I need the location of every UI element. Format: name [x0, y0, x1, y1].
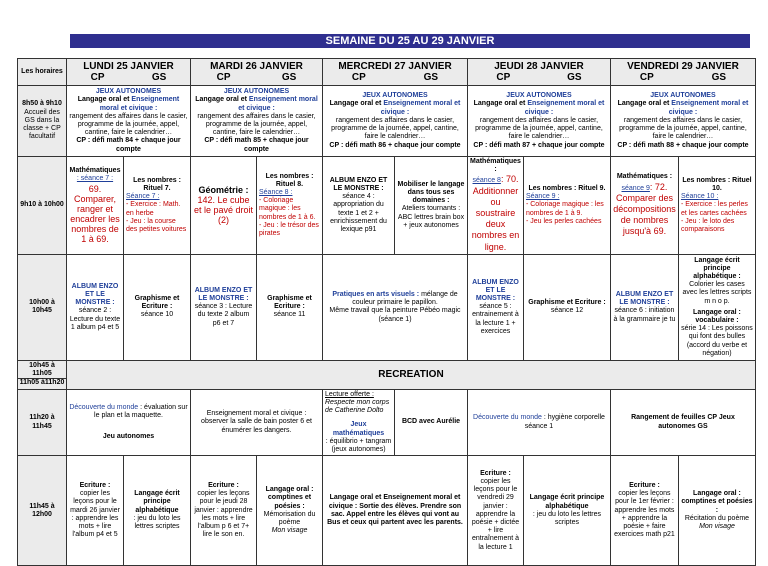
fri-cp-album: ALBUM ENZO ET LE MONSTRE : séance 6 : initiation à la grammaire je tu — [610, 254, 678, 360]
tue-gs-graphisme: Graphisme et Ecriture : séance 11 — [257, 254, 323, 360]
mon-decouverte: Découverte du monde : évaluation sur le plan et la maquette. Jeu autonomes — [67, 389, 191, 455]
accueil-wednesday: JEUX AUTONOMES Langage oral et Enseignement moral et civique : rangement des affaires dans le casier, programme de la journée, appel, cantine, faire le calendrier… CP : défi math 86 + chaque jour compte — [323, 86, 468, 157]
mon-cp-album: ALBUM ENZO ET LE MONSTRE : séance 2 : Lecture du texte 1 album p4 et 5 — [67, 254, 124, 360]
thu-cp-ecriture: Ecriture : copier les leçons pour le vendredi 29 janvier : apprendre la poésie + dictée + lire entraînement à la lecture 1 — [468, 456, 524, 566]
mon-gs-graphisme: Graphisme et Ecriture : séance 10 — [124, 254, 191, 360]
accueil-thursday: JEUX AUTONOMES Langage oral et Enseignement moral et civique : rangement des affaires dans le casier, programme de la journée, appel, cantine, faire le calendrier… CP : défi math 87 + chaque jour compte — [468, 86, 611, 157]
time-slot-4: 10h45 à 11h05 11h05 à11h20 — [18, 360, 67, 389]
wed-cp-album: ALBUM ENZO ET LE MONSTRE : séance 4 : appropriation du texte 1 et 2 + enrichissement du lexique p91 — [323, 157, 395, 255]
thu-gs-graphisme: Graphisme et Ecriture : séance 12 — [523, 254, 610, 360]
horaires-header: Les horaires — [18, 59, 67, 86]
thu-cp-album: ALBUM ENZO ET LE MONSTRE : séance 5 : entrainement à la lecture 1 + exercices — [468, 254, 524, 360]
page-title: SEMAINE DU 25 AU 29 JANVIER — [70, 34, 750, 48]
wed-sortie: Langage oral et Enseignement moral et civique : Sortie des élèves. Prendre son sac. Appel entre les élèves qui vont au Bus et ceux qui partent avec les parents. — [323, 456, 468, 566]
thu-gs-langage: Langage écrit principe alphabétique : jeu du loto les lettres scriptes — [523, 456, 610, 566]
weekly-schedule-table — [17, 58, 756, 566]
day-header-wednesday: MERCREDI 27 JANVIER CP GS — [323, 59, 468, 86]
thu-decouverte: Découverte du monde : hygiène corporelle séance 1 — [468, 389, 611, 455]
thu-cp-maths: Mathématiques : séance 8: 70. Additionner ou soustraire deux nombres en ligne. — [468, 157, 524, 255]
tue-gs-nombres: Les nombres : Rituel 8. Séance 8 : - Coloriage magique : les nombres de 1 à 6. - Jeu : le trésor des pirates — [257, 157, 323, 255]
tue-cp-album: ALBUM ENZO ET LE MONSTRE : séance 3 : Lecture du texte 2 album p6 et 7 — [191, 254, 257, 360]
tue-cp-geometrie: Géométrie : 142. Le cube et le pavé droit (2) — [191, 157, 257, 255]
time-slot-6: 11h45 à 12h00 — [18, 456, 67, 566]
accueil-tuesday: JEUX AUTONOMES Langage oral et Enseignement moral et civique : rangement des affaires dans le casier, programme de la journée, appel, cantine, faire le calendrier… CP : défi math 85 + chaque jour compte — [191, 86, 323, 157]
fri-gs-nombres: Les nombres : Rituel 10. Séance 10 : - Exercice : les perles et les cartes cachées - Jeu : le loto des comparaisons — [678, 157, 755, 255]
fri-gs-langage: Langage oral : comptines et poésies : Récitation du poème Mon visage — [678, 456, 755, 566]
mon-cp-maths: Mathématiques : séance 7 : 69. Comparer, ranger et encadrer les nombres de 1 à 69. — [67, 157, 124, 255]
mon-gs-nombres: Les nombres : Rituel 7. Séance 7 : - Exercice : Math. en herbe - Jeu : la course des petites voitures — [124, 157, 191, 255]
fri-rangement: Rangement de feuilles CP Jeux autonomes GS — [610, 389, 755, 455]
day-header-thursday: JEUDI 28 JANVIER CP GS — [468, 59, 611, 86]
time-slot-2: 9h10 à 10h00 — [18, 157, 67, 255]
thu-gs-nombres: Les nombres : Rituel 9. Séance 9 : - Coloriage magique : les nombres de 1 à 9. - Jeu les perles cachées — [523, 157, 610, 255]
mon-cp-ecriture: Ecriture : copier les leçons pour le mardi 26 janvier : apprendre les mots + lire l'album p4 et 5 — [67, 456, 124, 566]
wed-gs-langage: Mobiliser le langage dans tous ses domaines : Ateliers tournants : ABC lettres brain box + jeux autonomes — [395, 157, 468, 255]
day-header-tuesday: MARDI 26 JANVIER CP GS — [191, 59, 323, 86]
tue-cp-ecriture: Ecriture : copier les leçons pour le jeudi 28 janvier : apprendre les mots + lire l'album p 6 et 7+ lire le son en. — [191, 456, 257, 566]
accueil-monday: JEUX AUTONOMES Langage oral et Enseignement moral et civique : rangement des affaires dans le casier, programme de la journée, appel, cantine, faire le calendrier… CP : défi math 84 + chaque jour compte — [67, 86, 191, 157]
fri-cp-maths: Mathématiques : séance 9: 72. Comparer des décompositions de nombres jusqu'à 69. — [610, 157, 678, 255]
accueil-friday: JEUX AUTONOMES Langage oral et Enseignement moral et civique : rangement des affaires dans le casier, programme de la journée, appel, cantine, faire le calendrier… CP : défi math 88 + chaque jour compte — [610, 86, 755, 157]
fri-cp-ecriture: Ecriture : copier les leçons pour le 1er février : apprendre les mots + apprendre la poésie + faire exercices math p21 — [610, 456, 678, 566]
day-header-friday: VENDREDI 29 JANVIER CP GS — [610, 59, 755, 86]
wed-gs-bcd: BCD avec Aurélie — [395, 389, 468, 455]
fri-gs-langage: Langage écrit principe alphabétique : Colorier les cases avec les lettres scripts m n o p. Langage oral : vocabulaire : série 14 : Les poissons qui font des bulles (accord du verbe et négation) — [678, 254, 755, 360]
wed-arts-visuels: Pratiques en arts visuels : mélange de couleur primaire le papillon. Même travail que la peinture Pébéo magic (séance 1) — [323, 254, 468, 360]
time-slot-3: 10h00 à 10h45 — [18, 254, 67, 360]
mon-gs-langage: Langage écrit principe alphabétique : jeu du loto les lettres scriptes — [124, 456, 191, 566]
tue-emc: Enseignement moral et civique : observer la salle de bain poster 6 et énumérer les dangers. — [191, 389, 323, 455]
day-header-monday: LUNDI 25 JANVIER CP GS — [67, 59, 191, 86]
recreation-banner: RECREATION — [67, 360, 756, 389]
time-slot-1: 8h50 à 9h10 Accueil des GS dans la classe + CP facultatif — [18, 86, 67, 157]
tue-gs-langage: Langage oral : comptines et poésies : Mémorisation du poème Mon visage — [257, 456, 323, 566]
time-slot-5: 11h20 à 11h45 — [18, 389, 67, 455]
wed-cp-jeux-maths: Lecture offerte : Respecte mon corps de Catherine Dolto Jeux mathématiques : équilibrio + tangram (jeux autonomes) — [323, 389, 395, 455]
